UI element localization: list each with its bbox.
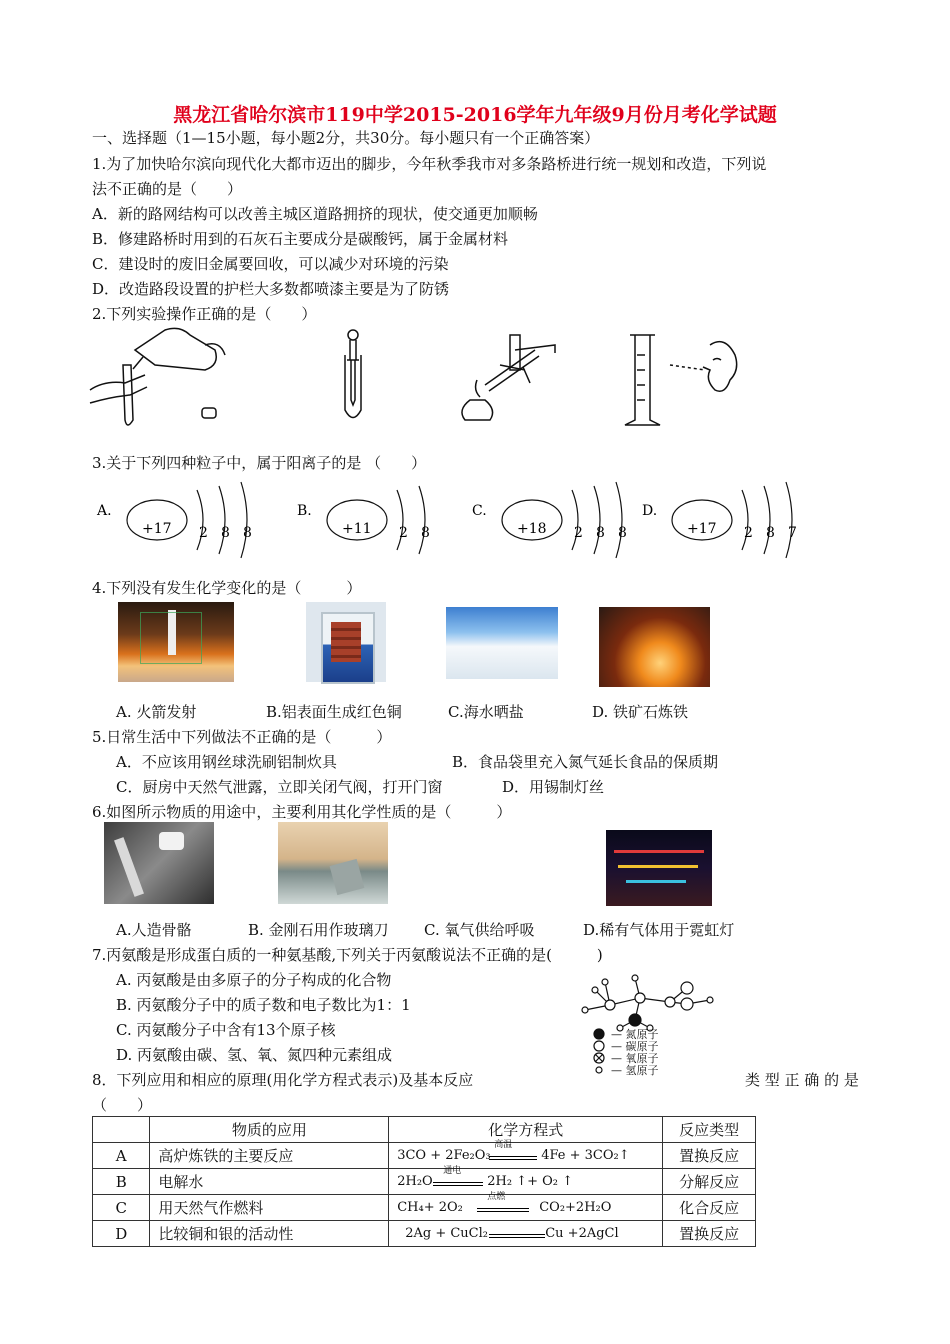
aluminum-copper-photo [306,602,386,682]
header-cell [93,1117,150,1143]
electron-shell-arc [397,490,403,550]
row-equation [389,1192,663,1221]
header-cell: 物质的应用 [150,1117,389,1143]
row-type: 分解反应 [663,1169,756,1195]
q1-option-a: A．新的路网结构可以改善主城区道路拥挤的现状，使交通更加顺畅 [92,205,538,223]
equation-sign [489,1234,545,1238]
particle-label: A. [97,503,112,519]
equation-lhs: 2H₂O [397,1174,433,1189]
particle-label: D. [642,503,658,519]
q7-option-a: A. 丙氨酸是由多原子的分子构成的化合物 [116,971,392,989]
nucleus-charge: +17 [142,521,172,537]
iron-smelting-photo [599,607,710,687]
q7-option-d: D. 丙氨酸由碳、氢、氧、氮四种元素组成 [116,1046,393,1064]
legend-carbon: — 碳原子 [611,1040,659,1053]
section-heading: 一、选择题（1—15小题，每小题2分，共30分。每小题只有一个正确答案） [92,129,600,147]
table-row [93,1221,756,1247]
q6-option-b: B. 金刚石用作玻璃刀 [248,921,389,939]
q7-option-b: B. 丙氨酸分子中的质子数和电子数比为1：1 [116,996,411,1014]
shell-electron-count: 8 [221,525,230,541]
neon-lights-photo [606,830,712,906]
row-use: 用天然气作燃料 [150,1195,389,1221]
table-row [93,1195,756,1221]
particle-2 [297,486,430,554]
shell-electron-count: 2 [574,525,583,541]
q8-table [92,1116,756,1247]
electron-shell-arc [616,482,622,558]
row-equation [389,1140,663,1169]
electron-shell-arc [764,486,770,554]
table-row [93,1169,756,1195]
q5-option-b: B．食品袋里充入氮气延长食品的保质期 [452,753,719,771]
electron-shell-arc [419,486,425,554]
electron-shell-arc [786,482,792,558]
q5-stem: 5.日常生活中下列做法不正确的是（ ） [92,728,392,746]
particle-label: B. [297,503,312,519]
table-header-row [93,1117,756,1143]
shell-electron-count: 2 [199,525,208,541]
shell-electron-count: 8 [596,525,605,541]
sea-salt-photo [446,607,558,679]
reaction-condition: 通电 [443,1166,462,1176]
legend-nitrogen: — 氮原子 [611,1028,659,1041]
q5-option-d: D．用锡制灯丝 [502,778,605,796]
nucleus-charge: +18 [517,521,547,537]
q8-stem-line2: （ ） [92,1096,153,1114]
table-row [93,1143,756,1169]
particle-1 [96,482,252,558]
reaction-condition: 点燃 [487,1192,506,1202]
diamond-glass-cutter-photo [278,822,388,904]
equation-rhs: CO₂+2H₂O [539,1200,612,1215]
q5-option-c: C．厨房中天然气泄露，立即关闭气阀，打开门窗 [116,778,443,796]
electron-shell-arc [572,490,578,550]
row-use: 比较铜和银的活动性 [150,1221,389,1247]
row-id: D [93,1221,150,1247]
shell-electron-count: 8 [421,525,430,541]
row-type: 置换反应 [663,1221,756,1247]
q4-stem: 4.下列没有发生化学变化的是（ ） [92,579,362,597]
row-id: B [93,1169,150,1195]
particle-4 [642,482,797,558]
heating-drawing [462,335,555,420]
row-id: A [93,1143,150,1169]
pouring-liquid-drawing [90,328,225,425]
electron-shell-arc [742,490,748,550]
row-use: 高炉炼铁的主要反应 [150,1143,389,1169]
header-cell: 反应类型 [663,1117,756,1143]
alanine-molecule-model [555,970,725,1080]
q1-stem-line2: 法不正确的是（ ） [92,180,243,198]
page-title: 黑龙江省哈尔滨市119中学2015-2016学年九年级9月份月考化学试题 [173,104,777,126]
electron-shell-arc [594,486,600,554]
legend-hydrogen: — 氢原子 [611,1064,659,1077]
row-equation [389,1166,663,1195]
q2-stem: 2.下列实验操作正确的是（ ） [92,305,317,323]
shell-electron-count: 7 [788,525,797,541]
row-type: 化合反应 [663,1195,756,1221]
electron-shell-arc [197,490,203,550]
equation-lhs: 3CO + 2Fe₂O₃ [397,1148,491,1163]
electron-shell-arc [219,486,225,554]
dropper-drawing [345,330,361,418]
q6-option-a: A.人造骨骼 [116,921,192,939]
equation-rhs: 2H₂ ↑+ O₂ ↑ [487,1174,573,1189]
row-id: C [93,1195,150,1221]
shell-electron-count: 8 [766,525,775,541]
equation-lhs: 2Ag + CuCl₂ [405,1226,488,1241]
legend-oxygen: — 氧原子 [611,1052,659,1065]
q7-stem: 7.丙氨酸是形成蛋白质的一种氨基酸,下列关于丙氨酸说法不正确的是( ) [92,946,603,964]
equation-sign [433,1182,483,1186]
q3-stem: 3.关于下列四种粒子中，属于阳离子的是 （ ） [92,454,427,472]
shell-electron-count: 8 [243,525,252,541]
q4-option-c: C.海水晒盐 [448,703,524,721]
row-type: 置换反应 [663,1143,756,1169]
equation-rhs: 4Fe + 3CO₂↑ [541,1148,630,1163]
nucleus-charge: +17 [687,521,717,537]
particle-label: C. [472,503,487,519]
reaction-condition: 高温 [494,1140,513,1150]
q8-stem-right: 类 型 正 确 的 是 [745,1071,859,1089]
q1-option-d: D．改造路段设置的护栏大多数都喷漆主要是为了防锈 [92,280,450,298]
q6-stem: 6.如图所示物质的用途中，主要利用其化学性质的是（ ） [92,803,512,821]
equation-sign [489,1156,537,1160]
q6-option-d: D.稀有气体用于霓虹灯 [583,921,735,939]
equation-rhs: Cu +2AgCl [545,1226,619,1241]
q1-stem-line1: 1.为了加快哈尔滨向现代化大都市迈出的脚步，今年秋季我市对多条路桥进行统一规划和改造，下列说 [92,155,767,173]
row-equation [389,1221,663,1247]
q7-option-c: C. 丙氨酸分子中含有13个原子核 [116,1021,336,1039]
q4-option-d: D. 铁矿石炼铁 [592,703,689,721]
equation-lhs: CH₄+ 2O₂ [397,1200,463,1215]
shell-electron-count: 2 [744,525,753,541]
rocket-launch-photo [118,602,234,682]
q4-option-b: B.铝表面生成红色铜 [266,703,402,721]
q3-particle-diagrams [92,475,797,550]
shell-electron-count: 8 [618,525,627,541]
q8-stem-left: 8．下列应用和相应的原理(用化学方程式表示)及基本反应 [92,1071,474,1089]
artificial-bone-photo [104,822,214,904]
cylinder-reading-drawing [625,335,737,425]
header-cell: 化学方程式 [389,1117,663,1143]
particle-3 [472,482,627,558]
q1-option-c: C．建设时的废旧金属要回收，可以减少对环境的污染 [92,255,449,273]
q2-lab-operations-figure [85,325,765,435]
row-use: 电解水 [150,1169,389,1195]
q5-option-a: A．不应该用钢丝球洗刷铝制炊具 [116,753,337,771]
nucleus-charge: +11 [342,521,372,537]
electron-shell-arc [241,482,247,558]
shell-electron-count: 2 [399,525,408,541]
q6-option-c: C. 氧气供给呼吸 [424,921,535,939]
equation-sign [477,1208,529,1212]
q1-option-b: B．修建路桥时用到的石灰石主要成分是碳酸钙，属于金属材料 [92,230,509,248]
q4-option-a: A. 火箭发射 [116,703,197,721]
